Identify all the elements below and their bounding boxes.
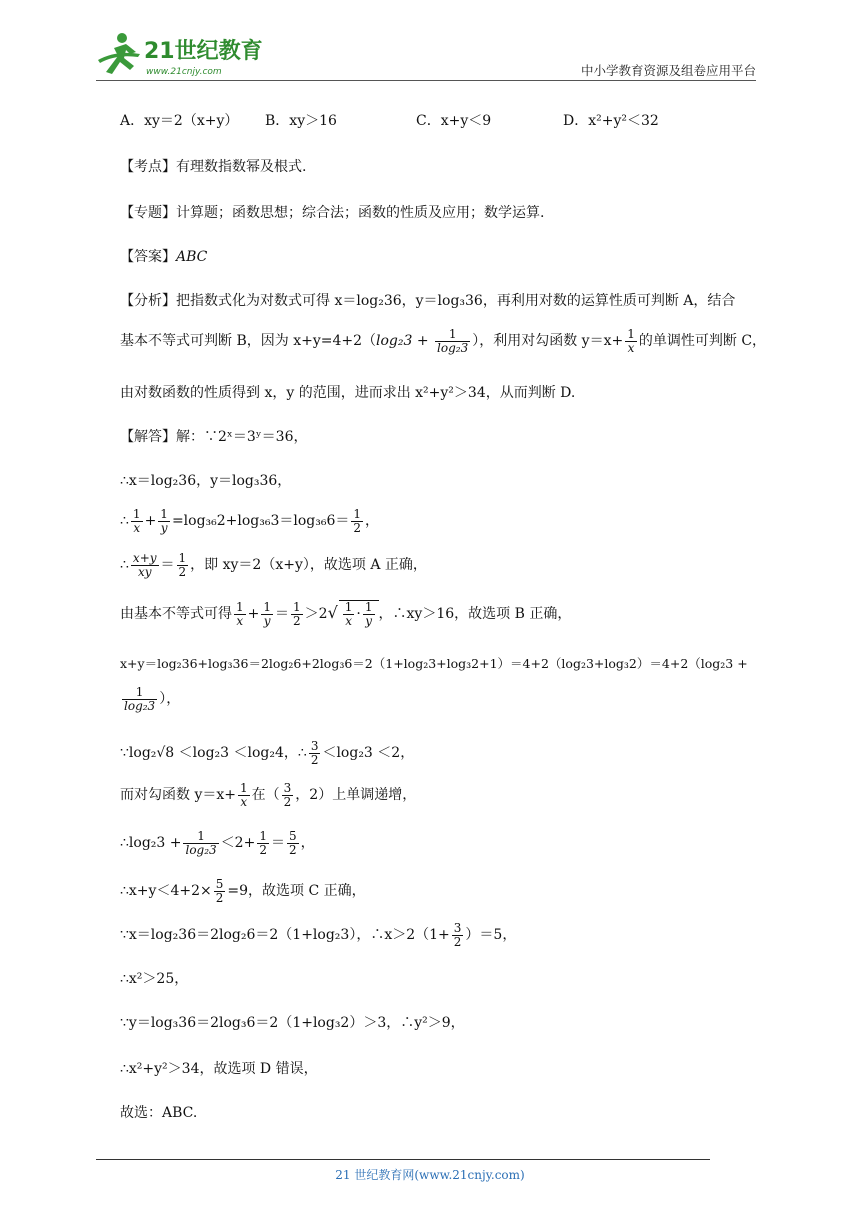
jieda-line-9: 而对勾函数 y＝x+ $\frac{1}{x}$ 在（ $\frac{3}{2}$ ，2）上单调递增， [120, 781, 417, 809]
option-a: A．xy＝2（x+y） [120, 113, 239, 129]
footer-text: 21 世纪教育网(www.21cnjy.com) [335, 1168, 525, 1182]
jieda-line-8: ∵log₂√8 ＜log₂3 ＜log₂4，∴ $\frac{3}{2}$ ＜log₂3 ＜2， [120, 739, 415, 767]
fenxi-line-2: 基本不等式可判断 B，因为 x+y=4+2（log₂3 + $\frac{1}{\text{log₂3}}$ ），利用对勾函数 y＝x+ $\frac{1}{x}$ 的单调性可判断 C， [120, 327, 767, 355]
jieda-line-16: 故选：ABC. [120, 1105, 198, 1121]
jieda-line-4: ∴ $\frac{x+y}{xy}$ ＝ $\frac{1}{2}$ ，即 xy＝2（x+y），故选项 A 正确， [120, 551, 427, 579]
jieda-line-3: ∴ $\frac{1}{x}$ + $\frac{1}{y}$ =log₃₆2+log₃₆3＝log₃₆6＝ $\frac{1}{2}$ ， [120, 507, 380, 535]
jieda-line-2: ∴x＝log₂36，y＝log₃36， [120, 473, 292, 489]
footer-divider [96, 1159, 710, 1160]
platform-name: 中小学教育资源及组卷应用平台 [580, 63, 756, 78]
logo-url: www.21cnjy.com [146, 67, 222, 77]
page-header [0, 0, 860, 90]
jieda-line-6: x+y＝log₂36+log₃36＝2log₂6+2log₃6＝2（1+log₂3+log₃2+1）＝4+2（log₂3+log₃2）＝4+2（log₂3 + [120, 656, 748, 671]
kaodian: 【考点】有理数指数幂及根式. [120, 159, 307, 175]
jieda-line-13: ∴x²＞25， [120, 971, 189, 987]
fenxi-line-1: 【分析】把指数式化为对数式可得 x＝log₂36，y＝log₃36，再利用对数的运算性质可判断 A，结合 [120, 293, 736, 309]
jieda-line-14: ∵y＝log₃36＝2log₃6＝2（1+log₃2）＞3，∴y²＞9， [120, 1015, 465, 1031]
daan: 【答案】ABC [120, 249, 208, 265]
jieda-line-7: $\frac{1}{\text{log₂3}}$ ）， [124, 685, 181, 713]
jieda-line-10: ∴log₂3 + $\frac{1}{\text{log₂3}}$ ＜2+ $\frac{1}{2}$ ＝ $\frac{5}{2}$ ， [120, 829, 315, 857]
jieda-line-5: 由基本不等式可得 $\frac{1}{x}$ + $\frac{1}{y}$ ＝ $\frac{1}{2}$ ＞2√ $\frac{1}{x}$ · $\frac{1}{y}$ ，∴xy＞16，故选项 B 正确， [120, 600, 572, 628]
option-d: D．x²+y²＜32 [563, 113, 659, 129]
logo-text: 21世纪教育 [144, 39, 263, 64]
site-logo [96, 30, 266, 80]
option-b: B．xy＞16 [265, 113, 337, 129]
jieda-line-1: 【解答】解：∵2ˣ＝3ʸ＝36， [120, 429, 308, 445]
zhuanti: 【专题】计算题；函数思想；综合法；函数的性质及应用；数学运算. [120, 205, 545, 221]
jieda-line-11: ∴x+y＜4+2× $\frac{5}{2}$ =9，故选项 C 正确， [120, 877, 366, 905]
fenxi-line-3: 由对数函数的性质得到 x，y 的范围，进而求出 x²+y²＞34，从而判断 D. [120, 385, 576, 401]
jieda-line-12: ∵x＝log₂36＝2log₂6＝2（1+log₂3），∴x＞2（1+ $\frac{3}{2}$ ）＝5， [120, 921, 517, 949]
header-divider [96, 80, 756, 81]
jieda-line-15: ∴x²+y²＞34，故选项 D 错误， [120, 1061, 318, 1077]
option-c: C．x+y＜9 [416, 113, 492, 129]
